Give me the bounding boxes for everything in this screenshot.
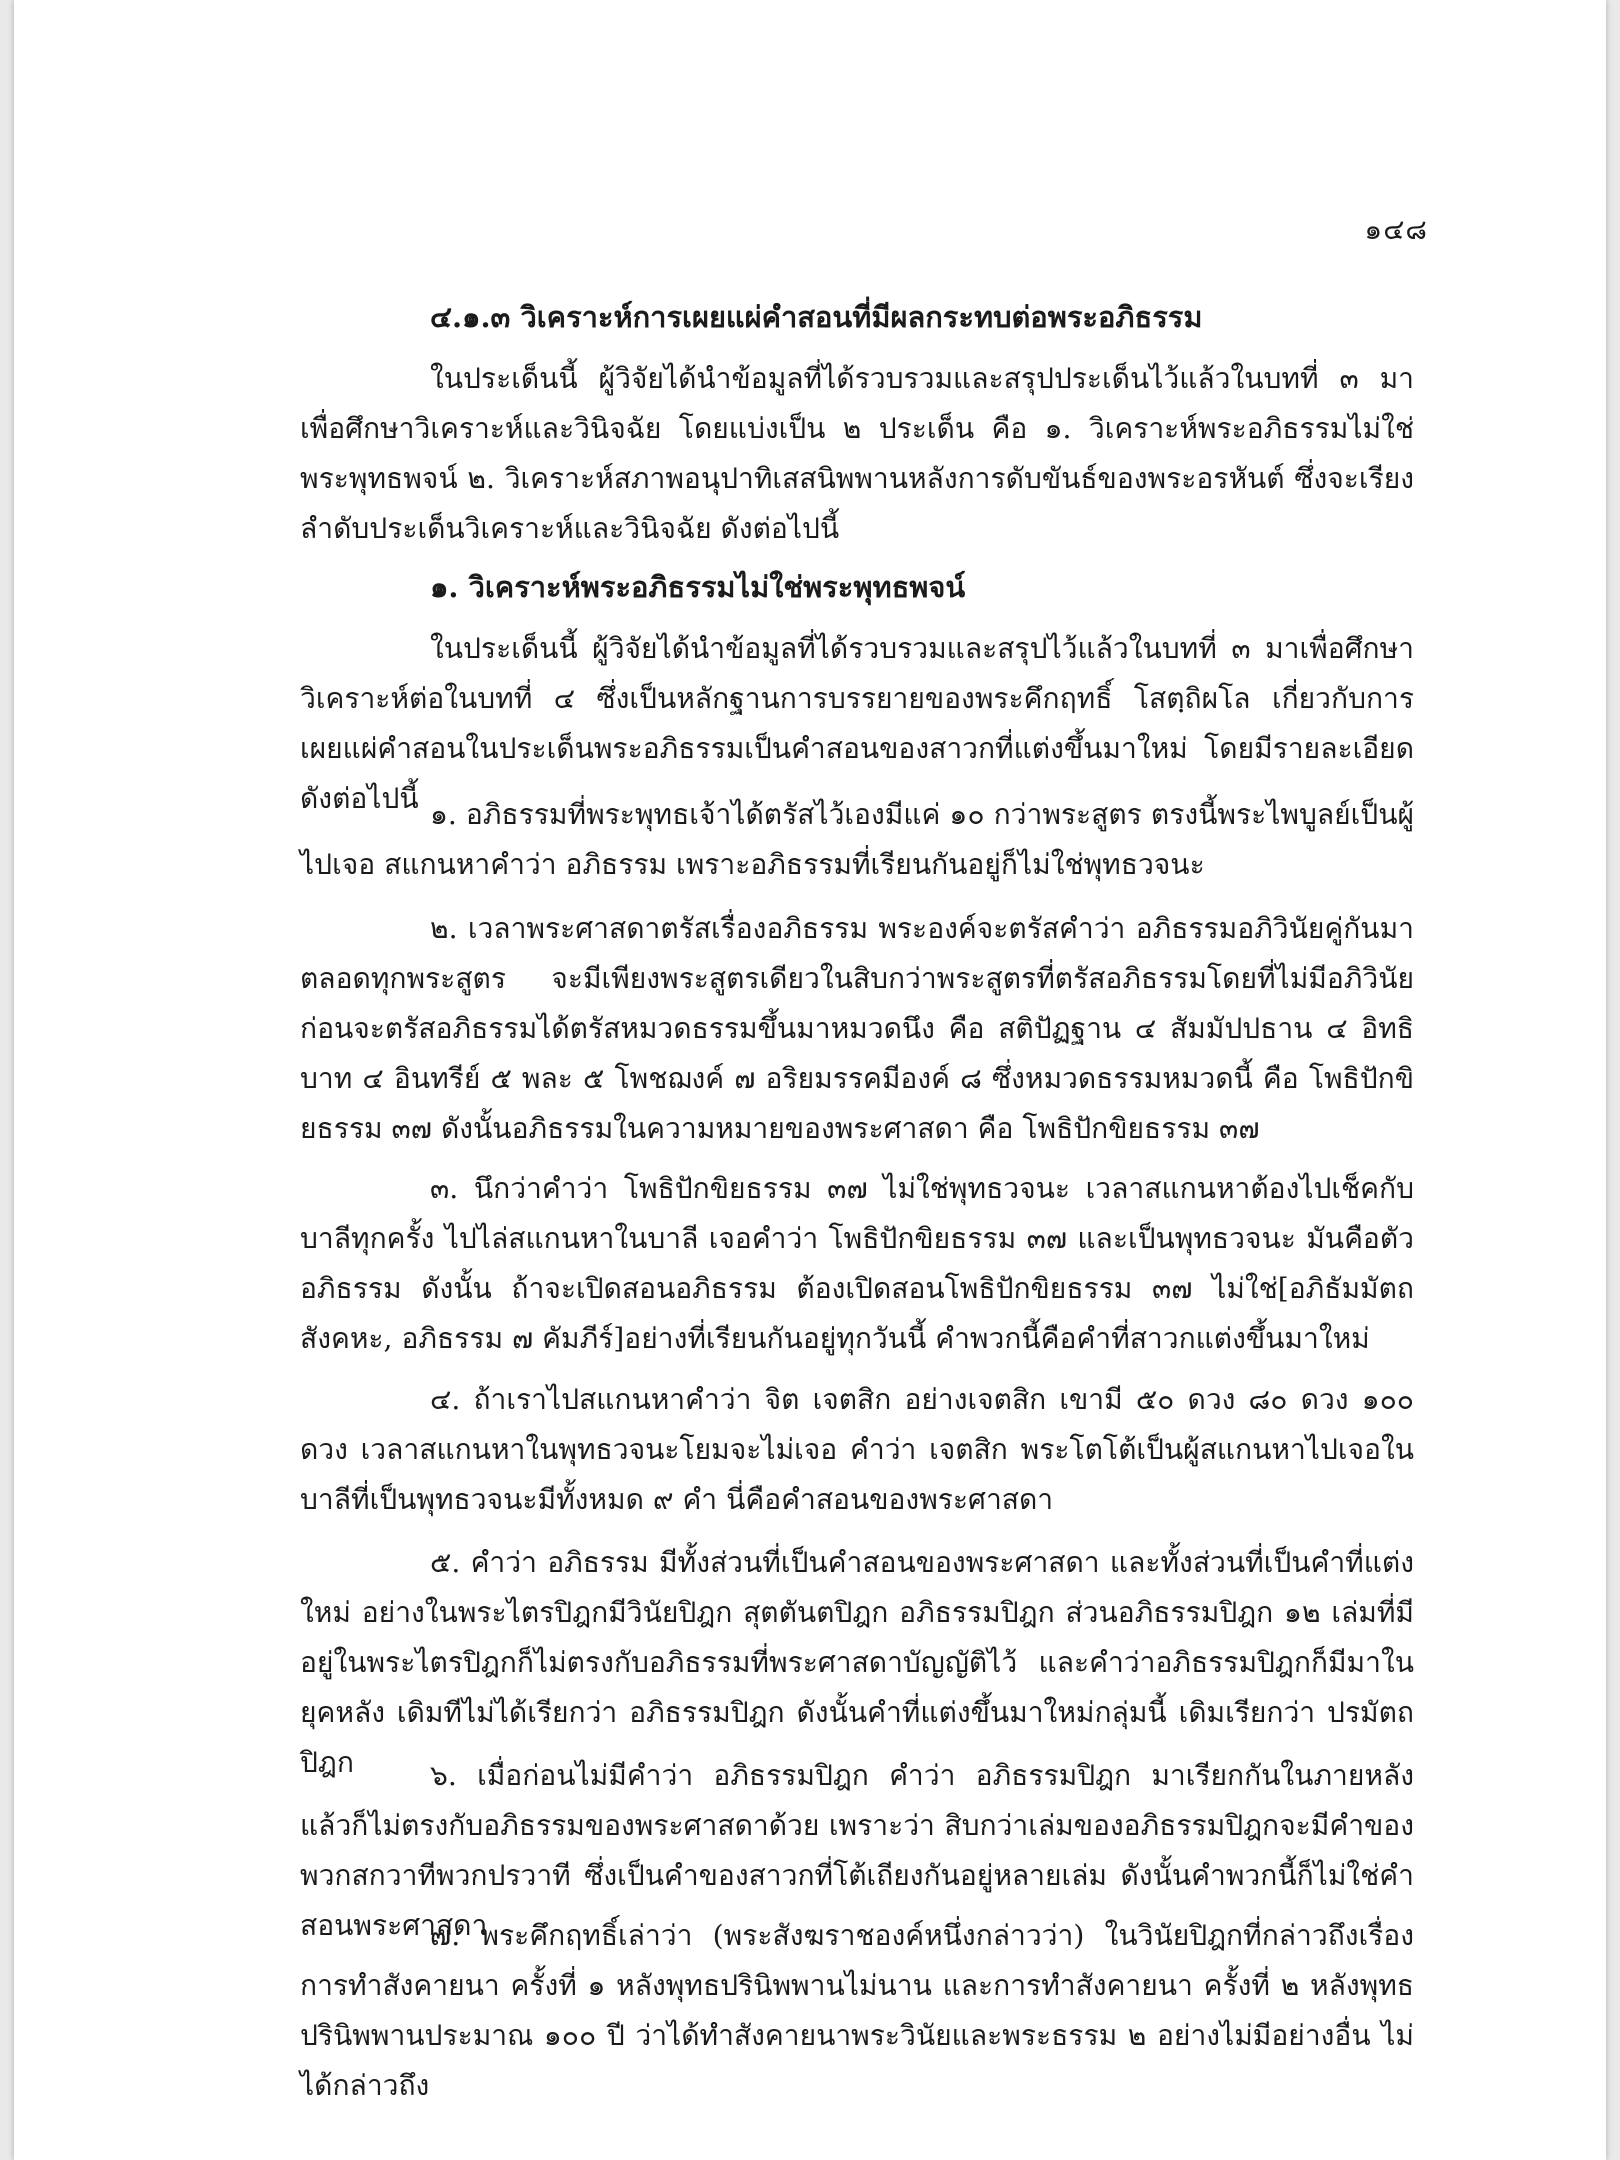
list-item: ๓. นึกว่าคำว่า โพธิปักขิยธรรม ๓๗ ไม่ใช่พุทธวจนะ เวลาสแกนหาต้องไปเช็คกับบาลีทุกครั้ง ไปไล่สแกนหาในบาลี เจอคำว่า โพธิปักขิยธรรม ๓๗ และเป็นพุทธวจนะ มันคือตัวอภิธรรม ดังนั้น ถ้าจะเปิดสอนอภิธรรม ต้องเปิดสอนโพธิปักขิยธรรม ๓๗ ไม่ใช่[อภิธัมมัตถสังคหะ, อภิธรรม ๗ คัมภีร์]อย่างที่เรียนกันอยู่ทุกวันนี้ คำพวกนี้คือคำที่สาวกแต่งขึ้นมาใหม่ — [300, 1172, 1414, 1355]
section-heading: ๔.๑.๓ วิเคราะห์การเผยแผ่คำสอนที่มีผลกระทบต่อพระอภิธรรม — [430, 300, 1203, 334]
list-item: ๕. คำว่า อภิธรรม มีทั้งส่วนที่เป็นคำสอนของพระศาสดา และทั้งส่วนที่เป็นคำที่แต่งใหม่ อย่างในพระไตรปิฎกมีวินัยปิฎก สุตตันตปิฎก อภิธรรมปิฎก ส่วนอภิธรรมปิฎก ๑๒ เล่มที่มีอยู่ในพระไตรปิฎกก็ไม่ตรงกับอภิธรรมที่พระศาสดาบัญญัติไว้ และคำว่าอภิธรรมปิฎกก็มีมาในยุคหลัง เดิมทีไม่ได้เรียกว่า อภิธรรมปิฎก ดังนั้นคำที่แต่งขึ้นมาใหม่กลุ่มนี้ เดิมเรียกว่า ปรมัตถปิฎก — [300, 1546, 1414, 1779]
list-item: ๒. เวลาพระศาสดาตรัสเรื่องอภิธรรม พระองค์จะตรัสคำว่า อภิธรรมอภิวินัยคู่กันมาตลอดทุกพระสูตร จะมีเพียงพระสูตรเดียวในสิบกว่าพระสูตรที่ตรัสอภิธรรมโดยที่ไม่มีอภิวินัย ก่อนจะตรัสอภิธรรมได้ตรัสหมวดธรรมขึ้นมาหมวดนึง คือ สติปัฏฐาน ๔ สัมมัปปธาน ๔ อิทธิบาท ๔ อินทรีย์ ๕ พละ ๕ โพชฌงค์ ๗ อริยมรรคมีองค์ ๘ ซึ่งหมวดธรรมหมวดนี้ คือ โพธิปักขิยธรรม ๓๗ ดังนั้นอภิธรรมในความหมายของพระศาสดา คือ โพธิปักขิยธรรม ๓๗ — [300, 912, 1414, 1145]
page-number: ๑๔๘ — [1364, 213, 1428, 246]
sub-intro-paragraph: ในประเด็นนี้ ผู้วิจัยได้นำข้อมูลที่ได้รวบรวมและสรุปไว้แล้วในบทที่ ๓ มาเพื่อศึกษาวิเคราะห์ต่อในบทที่ ๔ ซึ่งเป็นหลักฐานการบรรยายของพระคึกฤทธิ์ โสตฺถิผโล เกี่ยวกับการเผยแผ่คำสอนในประเด็นพระอภิธรรมเป็นคำสอนของสาวกที่แต่งขึ้นมาใหม่ โดยมีรายละเอียดดังต่อไปนี้ — [300, 632, 1414, 815]
list-item: ๗. พระคึกฤทธิ์เล่าว่า (พระสังฆราชองค์หนึ่งกล่าวว่า) ในวินัยปิฎกที่กล่าวถึงเรื่องการทำสังคายนา ครั้งที่ ๑ หลังพุทธปรินิพพานไม่นาน และการทำสังคายนา ครั้งที่ ๒ หลังพุทธปรินิพพานประมาณ ๑๐๐ ปี ว่าได้ทำสังคายนาพระวินัยและพระธรรม ๒ อย่างไม่มีอย่างอื่น ไม่ได้กล่าวถึง — [300, 1919, 1414, 2102]
intro-paragraph: ในประเด็นนี้ ผู้วิจัยได้นำข้อมูลที่ได้รวบรวมและสรุปประเด็นไว้แล้วในบทที่ ๓ มาเพื่อศึกษาวิเคราะห์และวินิจฉัย โดยแบ่งเป็น ๒ ประเด็น คือ ๑. วิเคราะห์พระอภิธรรมไม่ใช่พระพุทธพจน์ ๒. วิเคราะห์สภาพอนุปาทิเสสนิพพานหลังการดับขันธ์ของพระอรหันต์ ซึ่งจะเรียงลำดับประเด็นวิเคราะห์และวินิจฉัย ดังต่อไปนี้ — [300, 362, 1414, 545]
list-item: ๖. เมื่อก่อนไม่มีคำว่า อภิธรรมปิฎก คำว่า อภิธรรมปิฎก มาเรียกกันในภายหลัง แล้วก็ไม่ตรงกับอภิธรรมของพระศาสดาด้วย เพราะว่า สิบกว่าเล่มของอภิธรรมปิฎกจะมีคำของพวกสกวาทีพวกปรวาที ซึ่งเป็นคำของสาวกที่โต้เถียงกันอยู่หลายเล่ม ดังนั้นคำพวกนี้ก็ไม่ใช่คำสอนพระศาสดา — [300, 1759, 1414, 1942]
list-item: ๑. อภิธรรมที่พระพุทธเจ้าได้ตรัสไว้เองมีแค่ ๑๐ กว่าพระสูตร ตรงนี้พระไพบูลย์เป็นผู้ไปเจอ สแกนหาคำว่า อภิธรรม เพราะอภิธรรมที่เรียนกันอยู่ก็ไม่ใช่พุทธวจนะ — [300, 798, 1414, 881]
list-item: ๔. ถ้าเราไปสแกนหาคำว่า จิต เจตสิก อย่างเจตสิก เขามี ๕๐ ดวง ๘๐ ดวง ๑๐๐ ดวง เวลาสแกนหาในพุทธวจนะโยมจะไม่เจอ คำว่า เจตสิก พระโตโต้เป็นผู้สแกนหาไปเจอในบาลีที่เป็นพุทธวจนะมีทั้งหมด ๙ คำ นี่คือคำสอนของพระศาสดา — [300, 1383, 1414, 1516]
subheading: ๑. วิเคราะห์พระอภิธรรมไม่ใช่พระพุทธพจน์ — [430, 570, 966, 604]
